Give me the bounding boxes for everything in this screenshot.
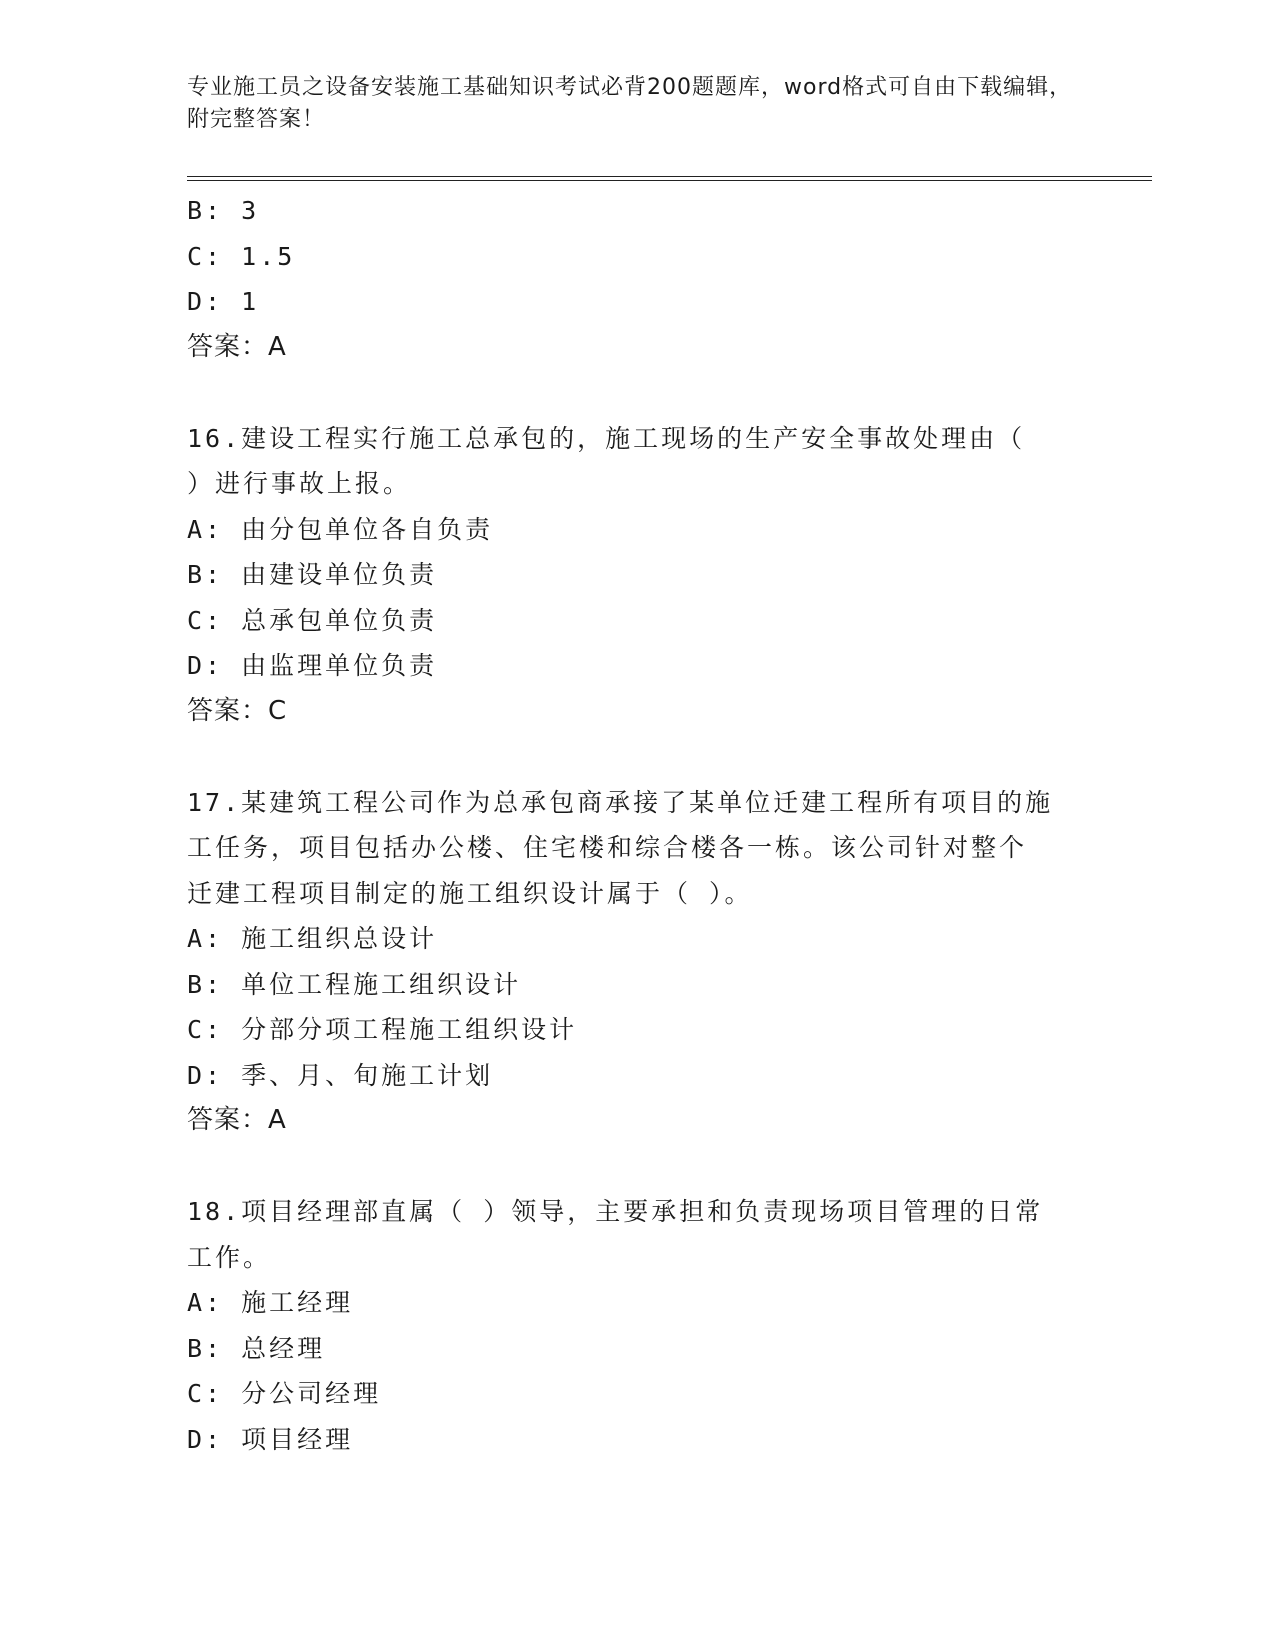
spacer [187,734,1087,780]
question-18 [187,1189,1087,1462]
spacer [187,1144,1087,1190]
question-text-line: 工任务，项目包括办公楼、住宅楼和综合楼各一栋。该公司针对整个 [187,833,1028,862]
question-text-line: 工作。 [187,1242,272,1272]
option-c: C: 分部分项工程施工组织设计 [187,1015,578,1044]
question-fragment [187,188,1087,370]
option-c: C: 分公司经理 [187,1379,382,1408]
question-text-line: 18.项目经理部直属（ ）领导，主要承担和负责现场项目管理的日常 [187,1197,1044,1226]
option-d: D: 1 [187,287,260,316]
spacer [187,370,1087,416]
answer-line: 答案：C [187,695,288,726]
option-c: C: 1.5 [187,241,296,271]
document-header [187,72,1087,136]
option-b: B: 单位工程施工组织设计 [187,969,522,999]
option-d: D: 季、月、旬施工计划 [187,1060,494,1090]
option-b: B: 由建设单位负责 [187,560,438,589]
question-list [187,188,1087,1462]
option-b: B: 总经理 [187,1333,326,1363]
question-text-line: 迁建工程项目制定的施工组织设计属于（ ）。 [187,878,753,908]
option-d: D: 由监理单位负责 [187,651,438,680]
option-a: A: 施工组织总设计 [187,924,438,953]
document-title: 专业施工员之设备安装施工基础知识考试必背200题题库，word格式可自由下载编辑，附完整答案！ [187,75,1073,132]
header-divider [187,176,1152,181]
option-d: D: 项目经理 [187,1424,354,1454]
option-b: B: 3 [187,196,260,225]
option-c: C: 总承包单位负责 [187,605,438,635]
option-a: A: 由分包单位各自负责 [187,514,494,544]
answer-line: 答案：A [187,1105,287,1135]
question-text-line: 16.建设工程实行施工总承包的，施工现场的生产安全事故处理由（ [187,423,1026,453]
question-17 [187,780,1087,1144]
option-a: A: 施工经理 [187,1288,354,1317]
question-text-line: ）进行事故上报。 [187,469,412,498]
answer-line: 答案：A [187,331,287,362]
question-16 [187,416,1087,735]
question-text-line: 17.某建筑工程公司作为总承包商承接了某单位迁建工程所有项目的施 [187,787,1054,817]
